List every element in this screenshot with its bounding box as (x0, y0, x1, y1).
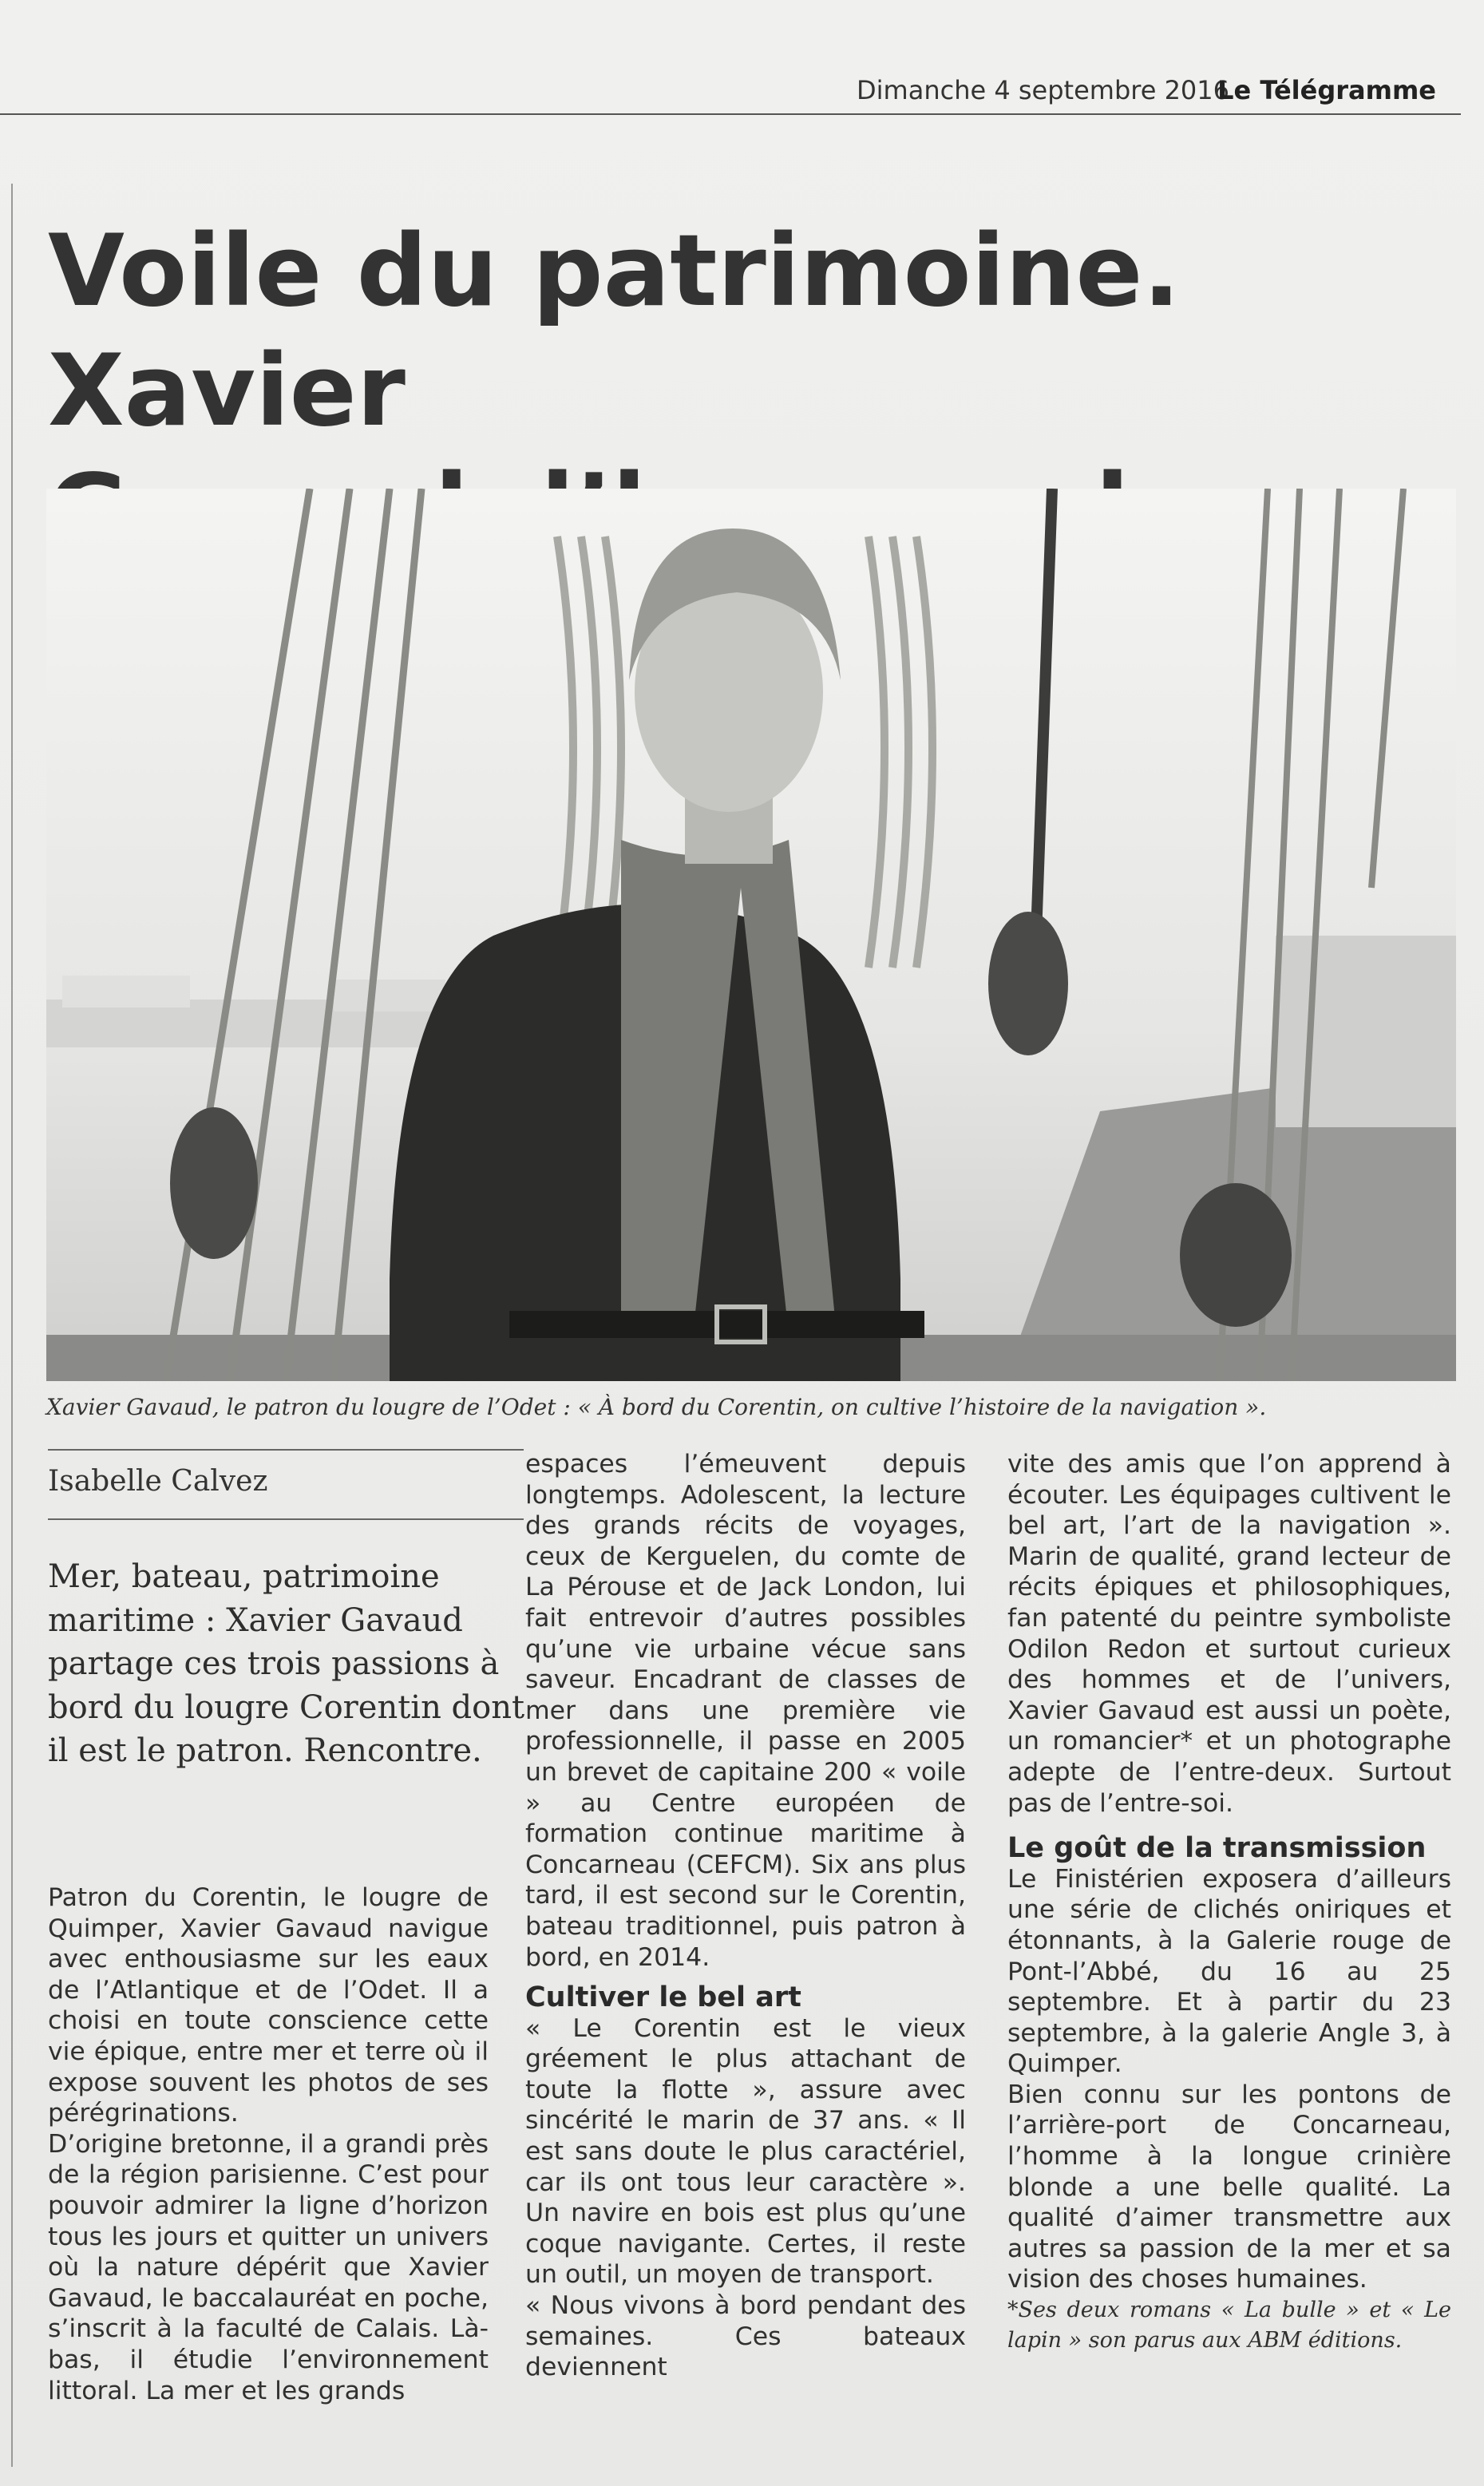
col3-subhead: Le goût de la transmission (1007, 1832, 1427, 1865)
article-lead: Mer, bateau, patrimoine maritime : Xavier Gavaud partage ces trois passions à bord du lougre Corentin dont il est le patron. Rencontre. (48, 1558, 525, 1769)
column-3 (1007, 1449, 1451, 2356)
article-author: Isabelle Calvez (48, 1465, 268, 1498)
photo-caption: Xavier Gavaud, le patron du lougre de l’Odet : « À bord du Corentin, on cultive l’histoire de la navigation ». (46, 1394, 1267, 1420)
bleed-through-area (16, 216, 48, 2451)
header-date: Dimanche 4 septembre 2016 (857, 75, 1229, 105)
col2-paragraph-2: « Le Corentin est le vieux gréement le plus attachant de toute la flotte », assure avec sincérité le marin de 37 ans. « Il est sans doute le plus caractériel, car ils ont tous leur caractère ». Un navire en bois est plus qu’une coque navigante. Certes, il reste un outil, un moyen de transport. (525, 2013, 966, 2290)
photo-illustration (46, 489, 1456, 1381)
column-divider-left (11, 184, 13, 2467)
column-1 (48, 1882, 489, 2406)
col2-paragraph-3: « Nous vivons à bord pendant des semaines. Ces bateaux deviennent (525, 2291, 966, 2382)
col2-paragraph-1: espaces l’émeuvent depuis longtemps. Adolescent, la lecture des grands récits de voyages, ceux de Kerguelen, du comte de La Pérouse et de Jack London, lui fait entrevoir d’autres possibles qu’une vie urbaine vécue sans saveur. Encadrant de classes de mer dans une première vie professionnelle, il passe en 2005 un brevet de capitaine 200 « voile » au Centre européen de formation continue maritime à Concarneau (CEFCM). Six ans plus tard, il est second sur le Corentin, bateau traditionnel, puis patron à bord, en 2014. (525, 1450, 966, 1972)
article-photo (46, 489, 1456, 1381)
author-rule-bottom (48, 1518, 524, 1520)
col1-paragraph-2: D’origine bretonne, il a grandi près de la région parisienne. C’est pour pouvoir admirer la ligne d’horizon tous les jours et quitter un univers où la nature dépérit que Xavier Gavaud, le baccalauréat en poche, s’inscrit à la faculté de Calais. Là-bas, il étudie l’environnement littoral. La mer et les grands (48, 2129, 489, 2405)
col3-paragraph-2: Le Finistérien exposera d’ailleurs une série de clichés oniriques et étonnants, à la Galerie rouge de Pont-l’Abbé, du 16 au 25 septembre. Et à partir du 23 septembre, à la galerie Angle 3, à Quimper. (1007, 1864, 1451, 2079)
col3-paragraph-3: Bien connu sur les pontons de l’arrière-port de Concarneau, l’homme à la longue crinière blonde a une belle qualité. La qualité d’aimer transmettre aux autres sa passion de la mer et sa vision des choses humaines. (1007, 2080, 1451, 2294)
page-header (0, 64, 1461, 113)
title-line-1: Voile du patrimoine. Xavier (48, 214, 1181, 449)
author-rule-top (48, 1449, 524, 1451)
col3-paragraph-1: vite des amis que l’on apprend à écouter. Les équipages cultivent le bel art, l’art de la navigation ». Marin de qualité, grand lecteur de récits épiques et philosophiques, fan patenté du peintre symboliste Odilon Redon et surtout curieux des hommes et de l’univers, Xavier Gavaud est aussi un poète, un romancier* et un photographe adepte de l’entre-deux. Surtout pas de l’entre-soi. (1007, 1450, 1451, 1818)
col2-subhead: Cultiver le bel art (525, 1981, 801, 2014)
newspaper-name: Le Télégramme (1217, 75, 1436, 105)
col3-footnote: *Ses deux romans « La bulle » et « Le lapin » son parus aux ABM éditions. (1007, 2298, 1451, 2353)
column-2 (525, 1449, 966, 2383)
header-rule (0, 113, 1461, 115)
col1-paragraph-1: Patron du Corentin, le lougre de Quimper, Xavier Gavaud navigue avec enthousiasme sur les eaux de l’Atlantique et de l’Odet. Il a choisi en toute conscience cette vie épique, entre mer et terre où il expose souvent les photos de ses pérégrinations. (48, 1883, 489, 2128)
